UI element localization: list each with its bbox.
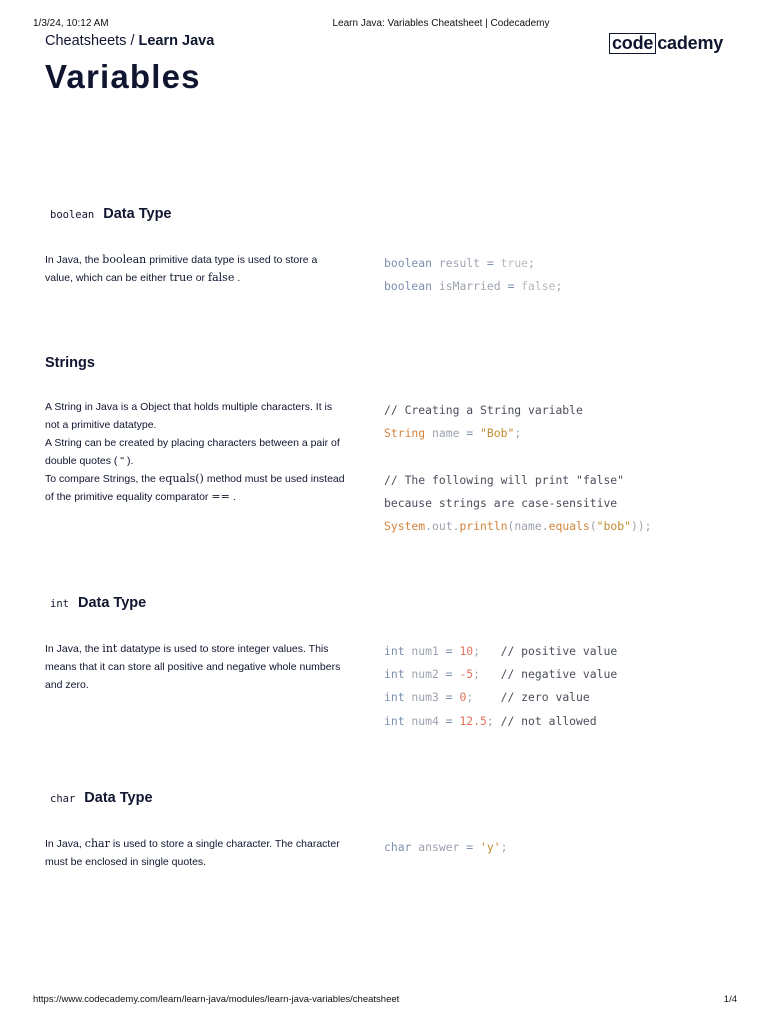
breadcrumb — [45, 33, 214, 49]
code-line — [384, 422, 652, 445]
code-token: // zero value — [500, 690, 590, 705]
codecademy-logo[interactable] — [609, 32, 723, 54]
code-token: ; — [555, 279, 563, 294]
desc-text: In Java, the — [45, 643, 100, 655]
desc-text: To compare Strings, the — [45, 473, 156, 485]
code-token: 12.5 — [459, 713, 487, 728]
section-heading-char — [45, 790, 153, 806]
code-token: String — [384, 426, 426, 441]
code-token: // Creating a String variable — [384, 403, 583, 417]
code-token: = — [438, 713, 460, 728]
code-token: 0 — [459, 690, 467, 705]
code-token: int — [384, 644, 405, 658]
code-token: int — [384, 667, 405, 682]
heading-keyword: char — [50, 793, 76, 805]
code-line — [384, 640, 617, 663]
desc-line: A String can be created by placing characters between a pair of double quotes ( " ). — [45, 437, 340, 467]
code-token: ; — [528, 256, 535, 270]
code-token: (name. — [507, 518, 549, 533]
desc-text: or — [195, 272, 206, 284]
inline-code: boolean — [102, 253, 147, 266]
code-token: "bob" — [596, 518, 631, 533]
code-line — [384, 492, 652, 515]
print-page-number: 1/4 — [723, 994, 737, 1005]
code-token: // positive value — [500, 644, 618, 658]
code-token: boolean — [384, 279, 433, 294]
code-token: "Bob" — [480, 426, 515, 441]
code-token: false — [521, 279, 556, 294]
code-token: System — [384, 518, 426, 533]
heading-text: Strings — [45, 355, 95, 371]
inline-code: true — [169, 271, 193, 284]
section-heading-int — [45, 595, 146, 611]
code-token: = — [459, 426, 481, 441]
code-token: = — [459, 840, 481, 854]
inline-code: false — [208, 271, 235, 284]
print-datetime: 1/3/24, 10:12 AM — [33, 18, 109, 29]
desc-text: is used to store a single character. The character must be enclosed in single quotes. — [45, 838, 340, 868]
code-token: char — [384, 840, 412, 854]
heading-text: Data Type — [84, 790, 153, 806]
code-block-strings — [384, 399, 652, 538]
section-description-int — [45, 640, 345, 694]
section-heading-strings — [45, 355, 95, 371]
desc-text: In Java, — [45, 838, 82, 850]
code-token: .out. — [425, 518, 460, 533]
code-block-boolean — [384, 252, 562, 298]
code-token: num3 — [404, 690, 439, 705]
breadcrumb-root-link[interactable]: Cheatsheets — [45, 33, 127, 49]
code-token: )); — [630, 518, 652, 533]
code-token: num1 — [404, 644, 439, 658]
code-token: ; — [514, 426, 522, 441]
code-line — [384, 686, 617, 709]
code-block-int — [384, 640, 617, 733]
code-token: ( — [589, 518, 597, 533]
code-token: = — [438, 690, 460, 705]
heading-keyword: int — [50, 598, 69, 610]
inline-code: int — [102, 642, 118, 655]
print-url: https://www.codecademy.com/learn/learn-java/modules/learn-java-variables/cheatsheet — [33, 994, 400, 1005]
code-token: because strings are case-sensitive — [384, 495, 618, 510]
inline-code: == — [211, 490, 230, 503]
code-line — [384, 469, 652, 492]
code-token: num2 — [404, 667, 439, 682]
logo-rest-text: cademy — [657, 32, 724, 53]
breadcrumb-current[interactable]: Learn Java — [138, 33, 215, 49]
inline-code: equals() — [158, 472, 204, 485]
code-line — [384, 275, 562, 298]
heading-text: Data Type — [103, 206, 172, 222]
code-line — [384, 445, 652, 468]
code-line — [384, 710, 617, 733]
code-token: ; — [473, 644, 501, 658]
desc-line: A String in Java is a Object that holds multiple characters. It is not a primitive datatype. — [45, 401, 333, 431]
code-token: = — [438, 667, 460, 682]
desc-text: . — [237, 272, 241, 284]
code-token: int — [384, 690, 405, 705]
code-token: = — [438, 644, 460, 658]
section-description-char — [45, 835, 345, 871]
code-token: ; — [486, 713, 501, 728]
code-token: equals — [548, 518, 590, 533]
code-token: boolean — [384, 256, 433, 270]
code-line — [384, 252, 562, 275]
code-token: 10 — [459, 644, 474, 658]
code-line — [384, 399, 652, 422]
code-token: name — [425, 426, 460, 441]
desc-text: primitive data type is used to store a value, which can be either — [45, 254, 318, 284]
code-token: 'y' — [480, 840, 501, 854]
page-title: Variables — [45, 58, 201, 95]
section-heading-boolean — [45, 206, 172, 222]
code-token: num4 — [404, 713, 439, 728]
print-doc-title: Learn Java: Variables Cheatsheet | Codecademy — [332, 18, 550, 29]
code-token: result — [432, 256, 481, 270]
breadcrumb-separator: / — [126, 33, 139, 49]
code-token: // The following will print "false" — [384, 472, 625, 487]
desc-text: . — [232, 491, 236, 503]
code-token: ; — [500, 840, 508, 854]
desc-line — [45, 470, 345, 506]
section-description-boolean — [45, 251, 345, 287]
code-line — [384, 836, 507, 859]
desc-text: datatype is used to store integer values. This means that it can store all positive and negative whole numbers and zero. — [45, 643, 341, 691]
desc-text: In Java, the — [45, 254, 100, 266]
code-token: true — [500, 256, 529, 270]
code-token: ; — [466, 690, 501, 705]
code-block-char — [384, 836, 507, 859]
heading-text: Data Type — [77, 595, 147, 611]
logo-box-text: code — [609, 33, 656, 54]
code-line — [384, 663, 617, 686]
code-token: answer — [411, 840, 460, 854]
code-token: isMarried — [432, 279, 501, 294]
code-token: // not allowed — [500, 713, 597, 728]
heading-keyword: boolean — [50, 209, 95, 221]
code-token: = — [480, 256, 501, 270]
code-token: -5 — [459, 667, 474, 682]
code-line — [384, 515, 652, 538]
code-token: // negative value — [500, 667, 618, 682]
code-token: int — [384, 713, 405, 728]
code-token: println — [459, 518, 508, 533]
desc-text: method must be used instead of the primitive equality comparator — [45, 473, 345, 503]
section-description-strings — [45, 398, 345, 506]
code-token: = — [500, 279, 522, 294]
code-token: ; — [473, 667, 501, 682]
print-header — [0, 18, 768, 32]
inline-code: char — [84, 837, 110, 850]
